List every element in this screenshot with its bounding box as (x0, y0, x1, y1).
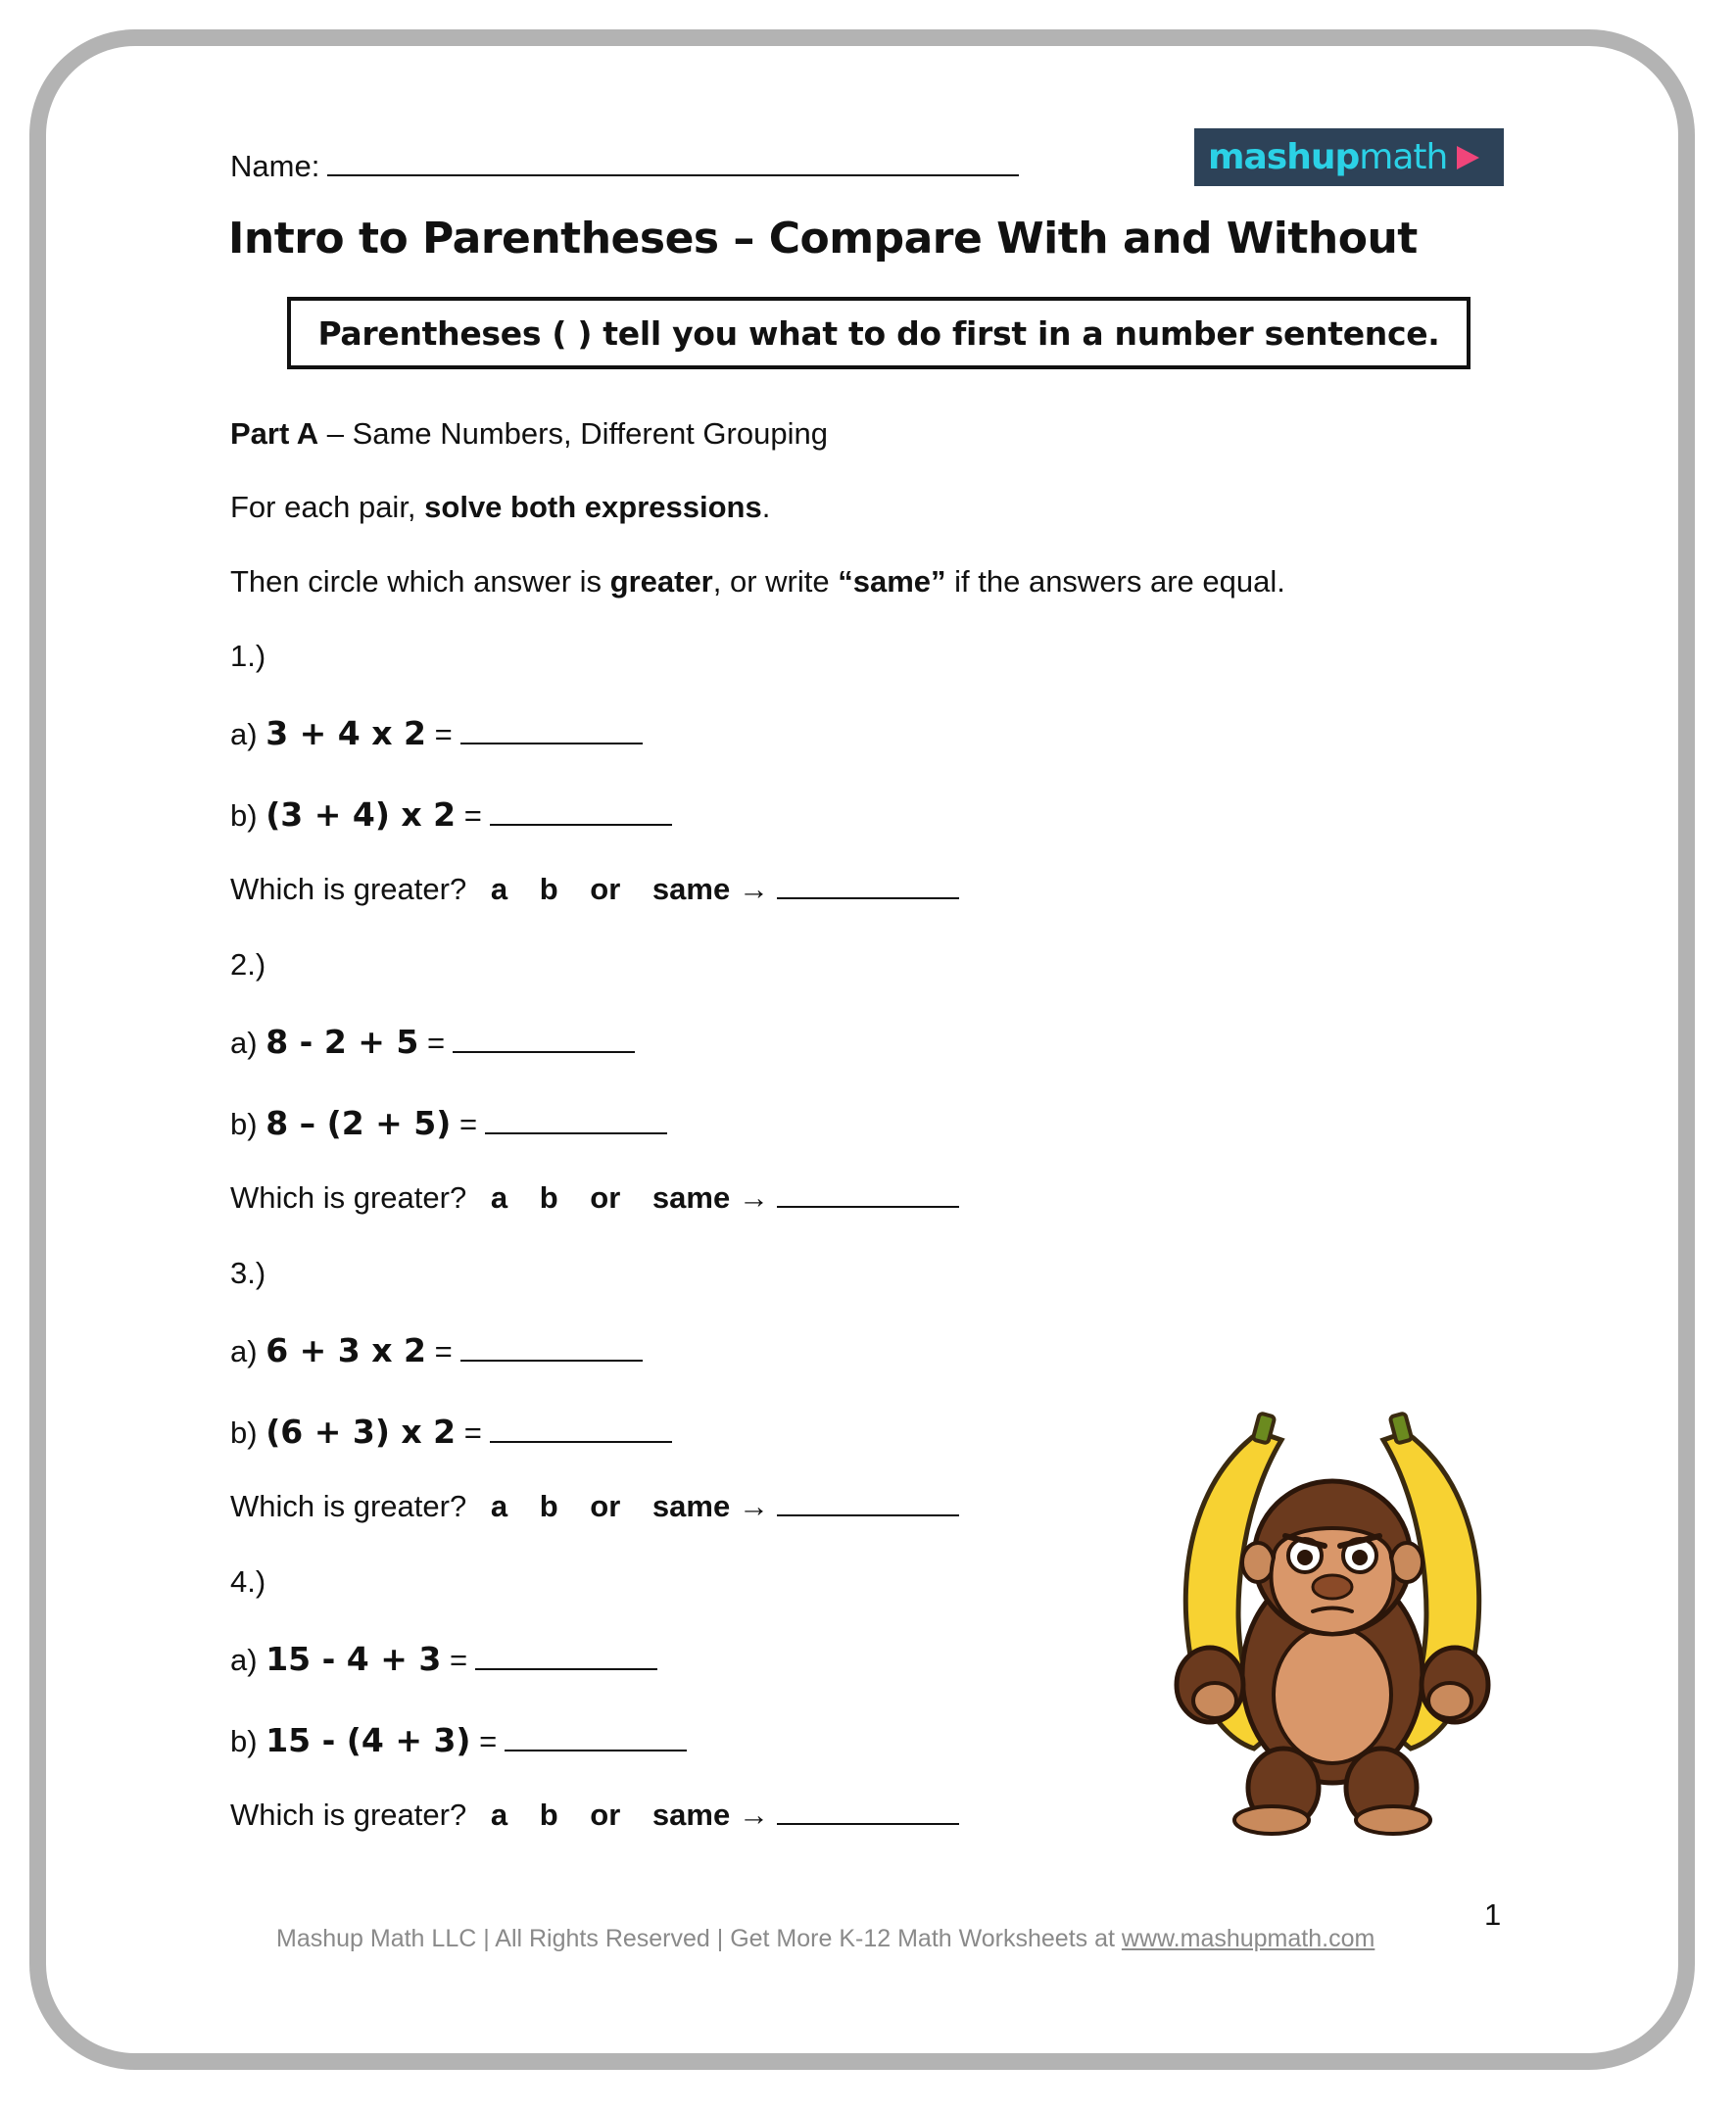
part-a-prefix: a) (230, 1643, 266, 1677)
instruction-2-same: “same” (838, 564, 946, 599)
option-same[interactable]: same (651, 872, 731, 906)
option-b[interactable]: b (539, 1798, 558, 1832)
problem-3-b (230, 1413, 672, 1451)
rule-text: Parentheses ( ) tell you what to do first in a number sentence. (317, 313, 1440, 353)
which-label: Which is greater? (230, 1798, 467, 1832)
arrow-icon: → (738, 1489, 769, 1523)
which-label: Which is greater? (230, 1489, 467, 1523)
answer-blank[interactable] (490, 823, 672, 826)
answer-blank[interactable] (453, 1050, 635, 1053)
expression: 15 - (4 + 3) (265, 1721, 471, 1759)
expression: 8 - 2 + 5 (265, 1023, 419, 1061)
part-b-prefix: b) (230, 1107, 266, 1141)
problem-2-number: 2.) (230, 947, 266, 982)
expression: 6 + 3 x 2 (265, 1331, 426, 1369)
answer-blank[interactable] (777, 1205, 959, 1208)
instruction-2 (230, 566, 1285, 597)
option-or: or (590, 872, 621, 906)
expression: 3 + 4 x 2 (265, 714, 426, 752)
part-a-prefix: a) (230, 1026, 266, 1060)
expression: 15 - 4 + 3 (265, 1640, 442, 1678)
option-same[interactable]: same (651, 1798, 731, 1832)
problem-1-compare (230, 874, 959, 904)
part-a-prefix: a) (230, 1334, 266, 1368)
problem-3-number: 3.) (230, 1256, 266, 1290)
option-b[interactable]: b (539, 872, 558, 906)
mashupmath-logo (1194, 128, 1504, 186)
part-a-prefix: a) (230, 717, 266, 751)
arrow-icon: → (738, 872, 769, 906)
rule-box (287, 297, 1471, 369)
footer-text: Mashup Math LLC | All Rights Reserved | Get More K-12 Math Worksheets at (276, 1925, 1122, 1952)
problem-3-compare (230, 1491, 959, 1521)
expression: (6 + 3) x 2 (265, 1413, 457, 1451)
answer-blank[interactable] (777, 1822, 959, 1825)
option-same[interactable]: same (651, 1489, 731, 1523)
instruction-2-greater: greater (609, 564, 713, 599)
page-title: Intro to Parentheses – Compare With and Without (228, 214, 1418, 264)
equals-sign: = (441, 1643, 468, 1677)
problem-2-compare (230, 1182, 959, 1213)
answer-blank[interactable] (485, 1131, 667, 1134)
gorilla-banana-illustration (1156, 1411, 1509, 1842)
which-label: Which is greater? (230, 872, 467, 906)
option-a[interactable]: a (490, 872, 508, 906)
problem-2-b (230, 1104, 667, 1142)
equals-sign: = (456, 1415, 482, 1450)
instruction-1-emphasis: solve both expressions (424, 490, 762, 524)
option-a[interactable]: a (490, 1489, 508, 1523)
page-number: 1 (1484, 1897, 1502, 1932)
expression: 8 – (2 + 5) (265, 1104, 452, 1142)
option-same[interactable]: same (651, 1180, 731, 1215)
answer-blank[interactable] (460, 742, 643, 744)
part-a-label: Part A (230, 416, 319, 451)
name-field[interactable] (327, 173, 1019, 176)
instruction-2-end: if the answers are equal. (945, 564, 1285, 599)
equals-sign: = (418, 1026, 446, 1060)
play-icon (1453, 143, 1482, 172)
which-label: Which is greater? (230, 1180, 467, 1215)
answer-blank[interactable] (490, 1440, 672, 1443)
equals-sign: = (425, 1334, 453, 1368)
expression: (3 + 4) x 2 (265, 795, 457, 834)
equals-sign: = (451, 1107, 478, 1141)
option-or: or (590, 1180, 621, 1215)
part-a-heading (230, 418, 828, 449)
arrow-icon: → (738, 1798, 769, 1832)
answer-blank[interactable] (777, 896, 959, 899)
problem-1-a (230, 714, 643, 752)
part-b-prefix: b) (230, 1415, 266, 1450)
answer-blank[interactable] (505, 1749, 687, 1751)
footer (276, 1925, 1374, 1953)
answer-blank[interactable] (777, 1513, 959, 1516)
problem-4-a (230, 1640, 657, 1678)
arrow-icon: → (738, 1180, 769, 1215)
problem-4-b (230, 1721, 687, 1759)
option-a[interactable]: a (490, 1798, 508, 1832)
answer-blank[interactable] (475, 1667, 657, 1670)
part-a-subtitle: – Same Numbers, Different Grouping (318, 416, 828, 451)
problem-1-number: 1.) (230, 639, 266, 673)
option-or: or (590, 1798, 621, 1832)
equals-sign: = (470, 1724, 498, 1758)
footer-link[interactable]: www.mashupmath.com (1121, 1925, 1375, 1952)
equals-sign: = (456, 798, 482, 833)
problem-4-compare (230, 1799, 959, 1830)
part-b-prefix: b) (230, 798, 266, 833)
option-b[interactable]: b (539, 1489, 558, 1523)
option-or: or (590, 1489, 621, 1523)
problem-2-a (230, 1023, 635, 1061)
logo-word-math: math (1359, 137, 1448, 177)
instruction-1-end: . (761, 490, 771, 524)
instruction-2-mid: , or write (712, 564, 839, 599)
option-b[interactable]: b (539, 1180, 558, 1215)
problem-3-a (230, 1331, 643, 1369)
part-b-prefix: b) (230, 1724, 266, 1758)
equals-sign: = (425, 717, 453, 751)
problem-4-number: 4.) (230, 1564, 266, 1599)
name-label: Name: (230, 149, 320, 183)
answer-blank[interactable] (460, 1359, 643, 1362)
option-a[interactable]: a (490, 1180, 508, 1215)
instruction-2-text: Then circle which answer is (230, 564, 610, 599)
logo-word-mashup: mashup (1208, 137, 1360, 177)
instruction-1-text: For each pair, (230, 490, 425, 524)
problem-1-b (230, 795, 672, 834)
name-row (230, 151, 1019, 181)
instruction-1 (230, 492, 770, 522)
